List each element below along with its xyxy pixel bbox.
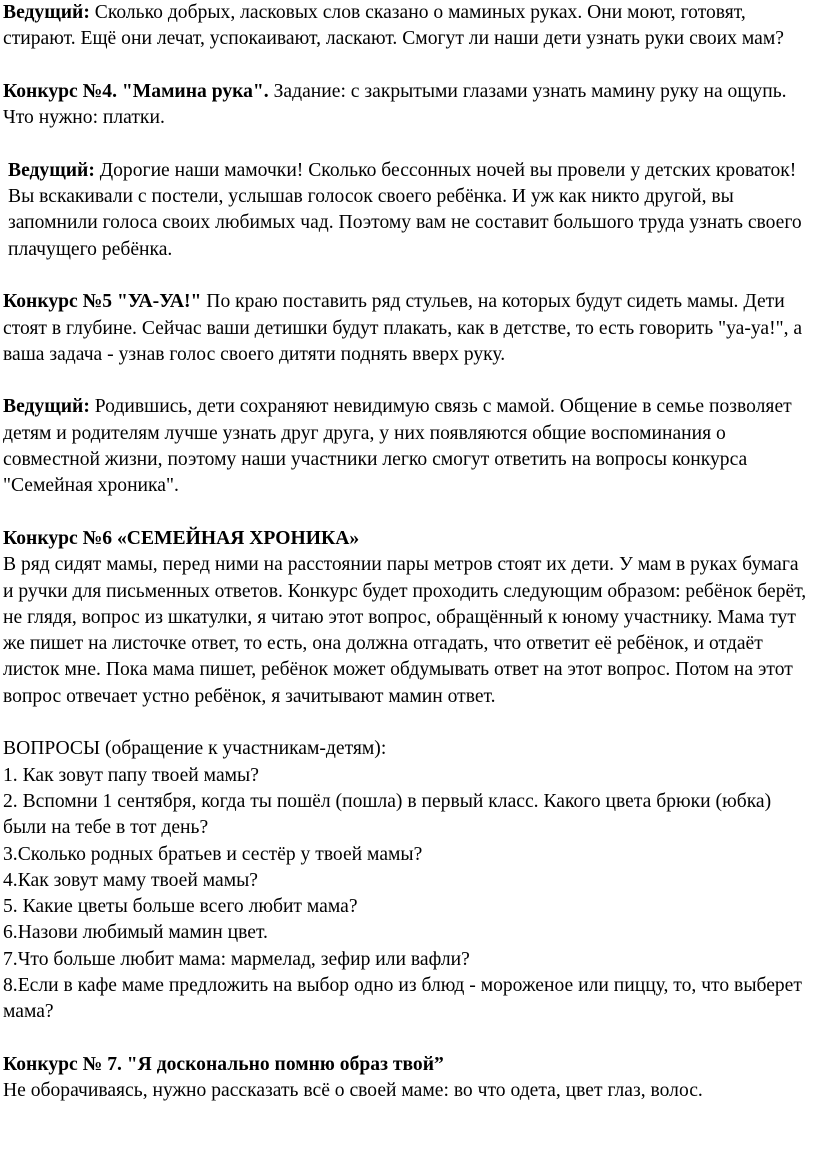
paragraph-host-2 <box>3 158 813 263</box>
contest-title: Конкурс № 7. "Я досконально помню образ твой” <box>3 1053 444 1075</box>
paragraph-contest-6: В ряд сидят мамы, перед ними на расстоянии пары метров стоят их дети. У мам в руках бумага и ручки для письменных ответов. Конкурс будет проходить следующим образом: ребёнок берёт, не глядя, вопрос из шкатулки, я читаю этот вопрос, обращённый к юному участнику. Мама тут же пишет на листочке ответ, то есть, она должна отгадать, что ответит её ребёнок, и отдаёт листок мне. Пока мама пишет, ребёнок может обдумывать ответ на этот вопрос. Потом на этот вопрос отвечает устно ребёнок, я зачитывают мамин ответ. <box>3 554 807 707</box>
questions-heading: ВОПРОСЫ (обращение к участникам-детям): <box>3 738 387 760</box>
question-item: 5. Какие цветы больше всего любит мама? <box>3 896 358 918</box>
contest-6-heading <box>3 526 813 552</box>
paragraph-host-1 <box>3 0 813 53</box>
speaker-label: Ведущий: <box>8 159 95 181</box>
paragraph-text: По краю поставить ряд стульев, на которых будут сидеть мамы. Дети стоят в глубине. Сейчас ваши детишки будут плакать, как в детстве, то есть говорить "уа-уа!", а ваша задача - узнав голос своего дитяти поднять вверх руку. <box>3 291 803 365</box>
paragraph-text: Родившись, дети сохраняют невидимую связь с мамой. Общение в семье позволяет детям и родителям лучше узнать друг друга, у них появляются общие воспоминания о совместной жизни, поэтому наши участники легко смогут ответить на вопросы конкурса "Семейная хроника". <box>3 396 792 497</box>
paragraph-text: Задание: с закрытыми глазами узнать мамину руку на ощупь. Что нужно: платки. <box>3 80 787 129</box>
paragraph-contest-7: Не оборачиваясь, нужно рассказать всё о своей маме: во что одета, цвет глаз, волос. <box>3 1080 703 1102</box>
question-item: 6.Назови любимый мамин цвет. <box>3 922 268 944</box>
contest-7-heading <box>3 1052 813 1078</box>
contest-title: Конкурс №4. "Мамина рука". <box>3 80 269 102</box>
paragraph-contest-4 <box>3 79 813 132</box>
question-item: 8.Если в кафе маме предложить на выбор одно из блюд - мороженое или пиццу, то, что выберет мама? <box>3 974 802 1023</box>
paragraph-text: Дорогие наши мамочки! Сколько бессонных ночей вы провели у детских кроваток! Вы вскакивали с постели, услышав голосок своего ребёнка. И уж как никто другой, вы запомнили голоса своих любимых чад. Поэтому вам не составит большого труда узнать своего плачущего ребёнка. <box>8 159 802 260</box>
question-item: 4.Как зовут маму твоей мамы? <box>3 869 258 891</box>
question-item: 3.Сколько родных братьев и сестёр у твоей мамы? <box>3 843 423 865</box>
document-page <box>3 0 813 1104</box>
paragraph-text: Сколько добрых, ласковых слов сказано о маминых руках. Они моют, готовят, стирают. Ещё они лечат, успокаивают, ласкают. Смогут ли наши дети узнать руки своих мам? <box>3 2 784 50</box>
speaker-label: Ведущий: <box>3 396 90 418</box>
question-item: 2. Вспомни 1 сентября, когда ты пошёл (пошла) в первый класс. Какого цвета брюки (юбка) были на тебе в тот день? <box>3 790 772 839</box>
contest-title: Конкурс №6 «СЕМЕЙНАЯ ХРОНИКА» <box>3 527 360 549</box>
speaker-label: Ведущий: <box>3 2 90 23</box>
question-item: 1. Как зовут папу твоей мамы? <box>3 764 259 786</box>
contest-title: Конкурс №5 "УА-УА!" <box>3 291 202 313</box>
question-item: 7.Что больше любит мама: мармелад, зефир или вафли? <box>3 948 470 970</box>
paragraph-host-3 <box>3 394 813 499</box>
paragraph-contest-5 <box>3 289 813 368</box>
